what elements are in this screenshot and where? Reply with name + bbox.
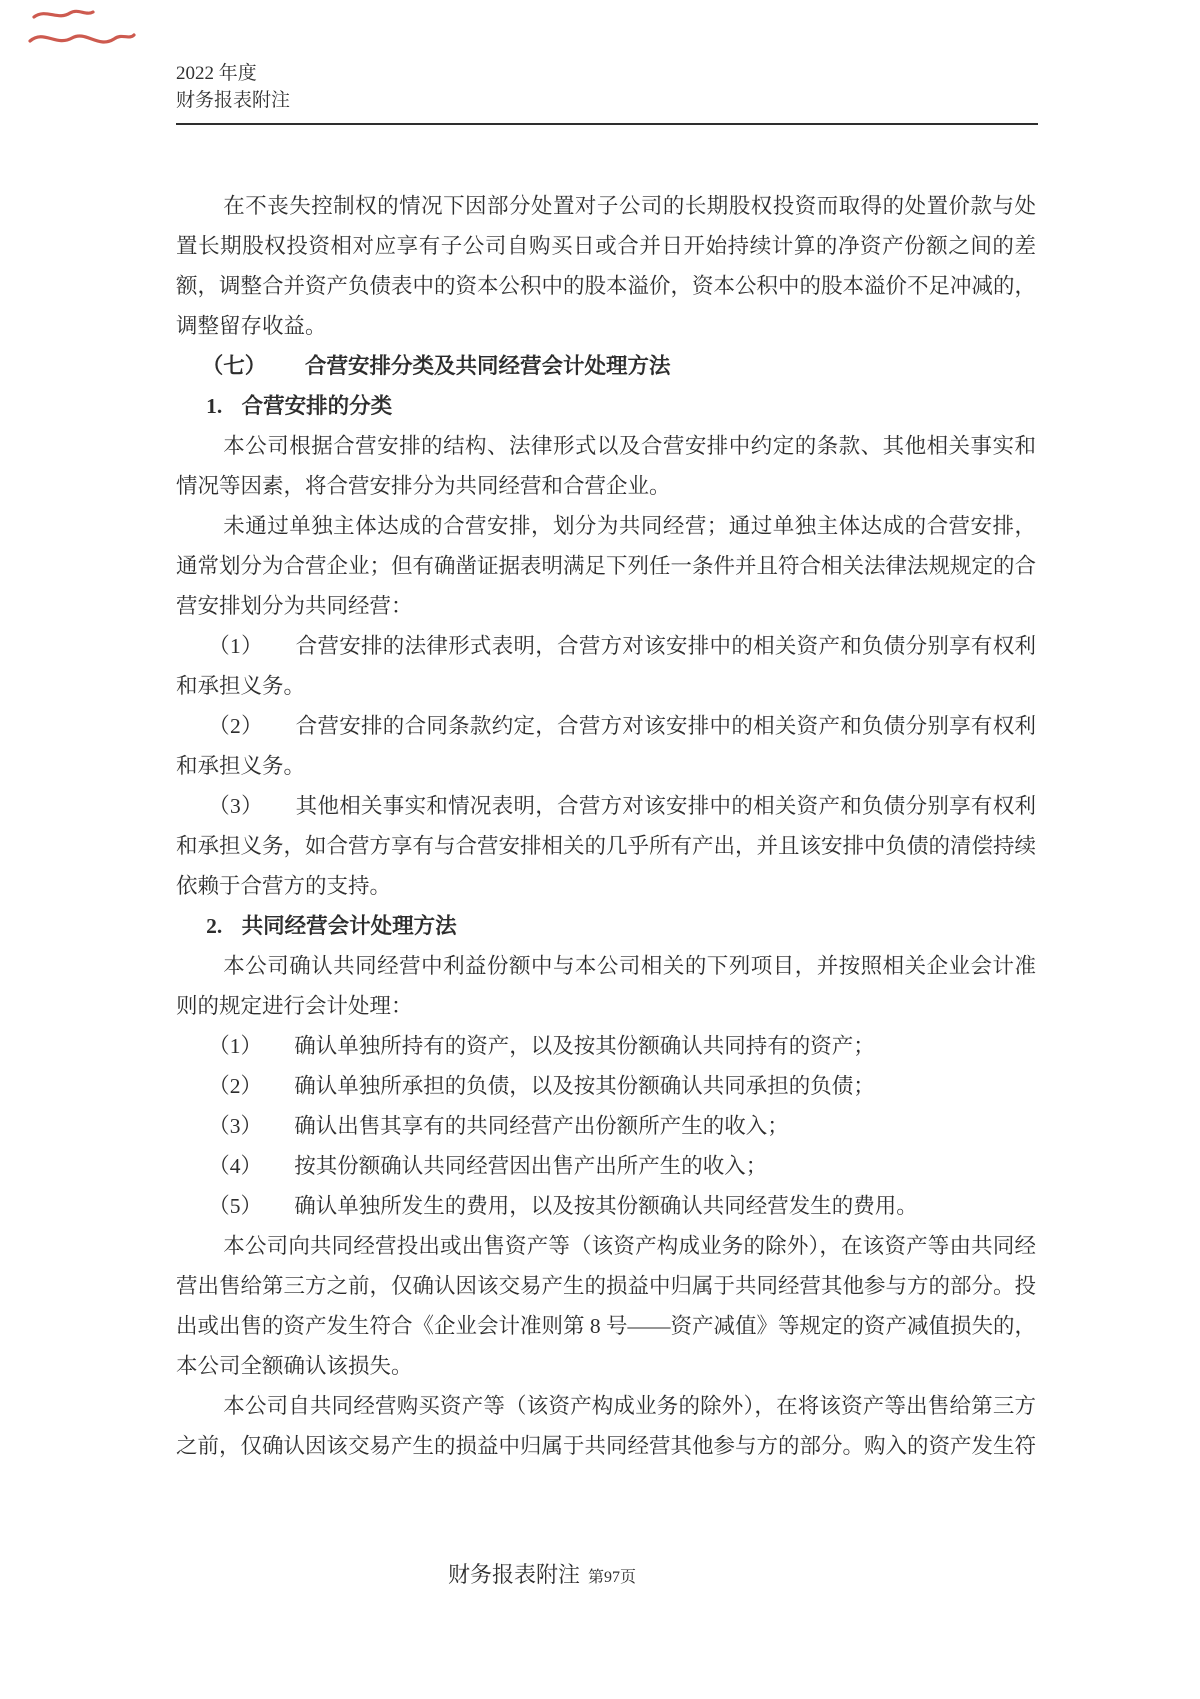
list-item-a1: （1） 合营安排的法律形式表明，合营方对该安排中的相关资产和负债分别享有权利和承担义务。 xyxy=(176,634,1036,698)
header-rule xyxy=(176,123,1038,125)
document-body xyxy=(176,186,1036,1466)
paragraph-invest-or-sell: 本公司向共同经营投出或出售资产等（该资产构成业务的除外），在该资产等由共同经营出售给第三方之前，仅确认因该交易产生的损益中归属于共同经营其他参与方的部分。投出或出售的资产发生符合《企业会计准则第 8 号——资产减值》等规定的资产减值损失的，本公司全额确认该损失。 xyxy=(176,1234,1037,1378)
header-doc-title: 财务报表附注 xyxy=(176,90,291,111)
paragraph-classification: 本公司根据合营安排的结构、法律形式以及合营安排中约定的条款、其他相关事实和情况等因素，将合营安排分为共同经营和合营企业。 xyxy=(176,434,1036,498)
section-7-title: 合营安排分类及共同经营会计处理方法 xyxy=(305,354,671,378)
paragraph-disposal: 在不丧失控制权的情况下因部分处置对子公司的长期股权投资而取得的处置价款与处置长期股权投资相对应享有子公司自购买日或合并日开始持续计算的净资产份额之间的差额，调整合并资产负债表中的资本公积中的股本溢价，资本公积中的股本溢价不足冲减的，调整留存收益。 xyxy=(176,194,1037,338)
paragraph-confirmation: 本公司确认共同经营中利益份额中与本公司相关的下列项目，并按照相关企业会计准则的规定进行会计处理： xyxy=(176,954,1036,1018)
header-year-line: 2022 年度 xyxy=(176,63,257,84)
subsection-1-number: 1. xyxy=(206,394,223,418)
list-item-a3: （3） 其他相关事实和情况表明，合营方对该安排中的相关资产和负债分别享有权利和承担义务，如合营方享有与合营安排相关的几乎所有产出，并且该安排中负债的清偿持续依赖于合营方的支持。 xyxy=(176,794,1037,898)
list-item-b1: （1） 确认单独所持有的资产，以及按其份额确认共同持有的资产； xyxy=(208,1034,875,1058)
paragraph-purchase: 本公司自共同经营购买资产等（该资产构成业务的除外），在将该资产等出售给第三方之前，仅确认因该交易产生的损益中归属于共同经营其他参与方的部分。购入的资产发生符 xyxy=(176,1394,1037,1458)
list-item-b3: （3） 确认出售其享有的共同经营产出份额所产生的收入； xyxy=(208,1114,789,1138)
list-item-b4: （4） 按其份额确认共同经营因出售产出所产生的收入； xyxy=(208,1154,768,1178)
footer-label: 财务报表附注 xyxy=(447,1562,580,1587)
paragraph-separate-entity: 未通过单独主体达成的合营安排，划分为共同经营；通过单独主体达成的合营安排，通常划分为合营企业；但有确凿证据表明满足下列任一条件并且符合相关法律法规规定的合营安排划分为共同经营： xyxy=(176,514,1037,618)
subsection-2-heading xyxy=(176,906,1036,946)
footer-page-number: 第97页 xyxy=(588,1569,637,1586)
page-header xyxy=(176,60,1038,125)
subsection-2-title: 共同经营会计处理方法 xyxy=(241,914,457,938)
section-7-number: （七） xyxy=(201,354,267,378)
section-7-heading xyxy=(176,346,1036,386)
page-footer xyxy=(0,1558,1142,1595)
subsection-2-number: 2. xyxy=(206,914,223,938)
red-pen-marks-icon xyxy=(26,3,138,61)
list-item-a2: （2） 合营安排的合同条款约定，合营方对该安排中的相关资产和负债分别享有权利和承担义务。 xyxy=(176,714,1036,778)
subsection-1-heading xyxy=(176,386,1036,426)
subsection-1-title: 合营安排的分类 xyxy=(241,394,393,418)
list-item-b2: （2） 确认单独所承担的负债，以及按其份额确认共同承担的负债； xyxy=(208,1074,875,1098)
list-item-b5: （5） 确认单独所发生的费用，以及按其份额确认共同经营发生的费用。 xyxy=(208,1194,918,1218)
